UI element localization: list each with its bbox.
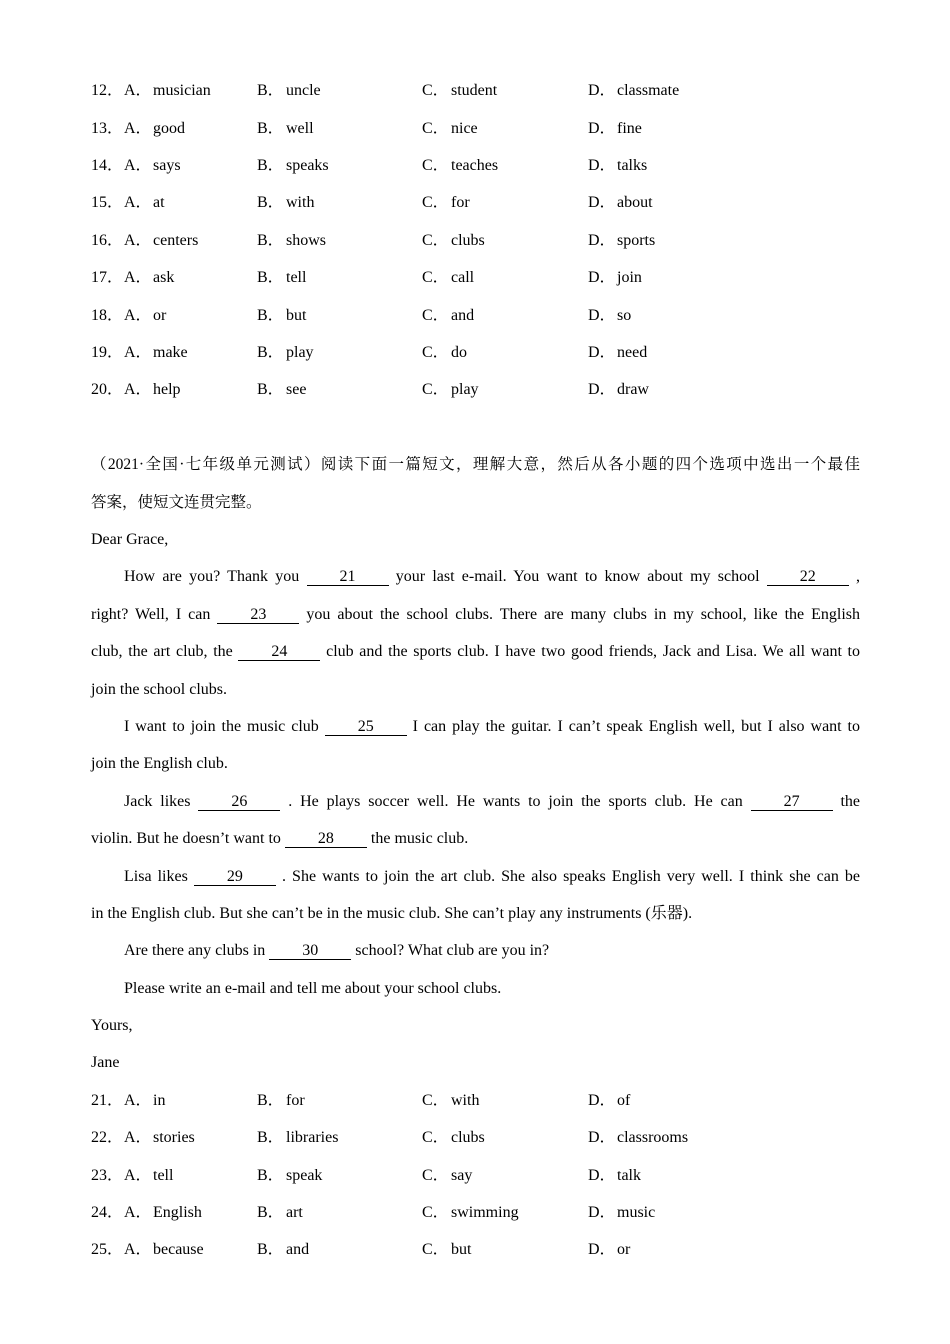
option-label: C．	[422, 306, 449, 324]
option-text: well	[286, 119, 314, 137]
passage-line-7	[91, 783, 860, 820]
option-text: for	[286, 1091, 305, 1109]
option-b	[257, 334, 314, 371]
question-number: 20．	[91, 381, 124, 399]
option-label: D．	[588, 1166, 616, 1184]
option-a	[124, 147, 181, 184]
option-label: B．	[257, 1166, 284, 1184]
question-row	[91, 147, 860, 184]
question-row	[91, 297, 860, 334]
question-number: 15．	[91, 194, 124, 212]
blank-29: 29	[194, 868, 276, 886]
option-b	[257, 222, 326, 259]
question-number: 18．	[91, 306, 124, 324]
question-options-bottom	[91, 1082, 860, 1269]
passage-line-8	[91, 820, 860, 857]
option-text: do	[451, 344, 467, 362]
option-text: play	[451, 381, 479, 399]
option-text: teaches	[451, 157, 499, 175]
blank-23: 23	[217, 606, 299, 624]
option-c	[422, 147, 498, 184]
question-number: 22．	[91, 1129, 124, 1147]
passage-text: Are there any clubs in	[124, 942, 270, 960]
option-label: A．	[124, 231, 152, 249]
option-a	[124, 110, 185, 147]
option-text: because	[153, 1241, 204, 1259]
option-label: B．	[257, 306, 284, 324]
option-a	[124, 371, 181, 408]
option-b	[257, 72, 321, 109]
option-label: D．	[588, 381, 616, 399]
option-label: A．	[124, 82, 152, 100]
passage-line-5	[91, 708, 860, 745]
option-a	[124, 1082, 165, 1119]
blank-24: 24	[238, 643, 320, 661]
option-text: sports	[617, 231, 656, 249]
blank-28: 28	[285, 830, 367, 848]
option-text: music	[617, 1204, 656, 1222]
option-label: B．	[257, 1204, 284, 1222]
option-text: tell	[153, 1166, 174, 1184]
letter-greeting: Dear Grace,	[91, 530, 169, 548]
option-label: C．	[422, 194, 449, 212]
option-text: musician	[153, 82, 211, 100]
option-label: D．	[588, 344, 616, 362]
option-c	[422, 259, 474, 296]
question-row	[91, 1231, 860, 1268]
option-b	[257, 1119, 338, 1156]
option-label: D．	[588, 157, 616, 175]
question-number: 23．	[91, 1166, 124, 1184]
question-row	[91, 110, 860, 147]
question-number: 25．	[91, 1241, 124, 1259]
passage-text: club, the art club, the	[91, 643, 239, 661]
option-a	[124, 259, 174, 296]
option-label: B．	[257, 157, 284, 175]
option-c	[422, 1194, 519, 1231]
option-text: nice	[451, 119, 478, 137]
option-label: B．	[257, 1129, 284, 1147]
option-c	[422, 371, 479, 408]
option-text: help	[153, 381, 181, 399]
option-label: D．	[588, 1241, 616, 1259]
option-b	[257, 297, 306, 334]
option-d	[588, 1119, 688, 1156]
option-d	[588, 1231, 630, 1268]
option-label: C．	[422, 1166, 449, 1184]
option-c	[422, 297, 474, 334]
option-label: A．	[124, 119, 152, 137]
question-number: 21．	[91, 1091, 124, 1109]
option-text: fine	[617, 119, 642, 137]
option-d	[588, 1082, 630, 1119]
question-row	[91, 1157, 860, 1194]
option-b	[257, 1082, 305, 1119]
passage-text: Jack likes	[124, 792, 199, 810]
letter-signature: Jane	[91, 1054, 120, 1072]
passage-text: Lisa likes	[124, 867, 194, 885]
option-a	[124, 1157, 173, 1194]
option-b	[257, 259, 306, 296]
option-text: but	[286, 306, 307, 324]
option-text: speak	[286, 1166, 323, 1184]
option-a	[124, 184, 165, 221]
option-text: English	[153, 1204, 202, 1222]
option-label: A．	[124, 1204, 152, 1222]
option-label: D．	[588, 1204, 616, 1222]
option-label: C．	[422, 119, 449, 137]
question-row	[91, 222, 860, 259]
option-b	[257, 147, 329, 184]
question-number: 12．	[91, 82, 124, 100]
option-c	[422, 110, 478, 147]
option-label: B．	[257, 381, 284, 399]
option-label: C．	[422, 381, 449, 399]
spacer	[91, 409, 860, 446]
option-text: of	[617, 1091, 631, 1109]
option-label: C．	[422, 82, 449, 100]
passage-text: violin. But he doesn’t want to	[91, 830, 285, 848]
option-b	[257, 1157, 322, 1194]
option-text: so	[617, 306, 632, 324]
option-d	[588, 334, 647, 371]
option-label: B．	[257, 1241, 284, 1259]
option-text: speaks	[286, 157, 329, 175]
option-d	[588, 259, 642, 296]
option-text: good	[153, 119, 185, 137]
option-text: or	[153, 306, 167, 324]
option-c	[422, 72, 497, 109]
question-row	[91, 1194, 860, 1231]
question-options-top	[91, 72, 860, 409]
question-number: 16．	[91, 231, 124, 249]
option-text: or	[617, 1241, 631, 1259]
option-label: B．	[257, 231, 284, 249]
blank-21: 21	[307, 568, 389, 586]
option-text: in	[153, 1091, 166, 1109]
option-text: make	[153, 344, 188, 362]
option-c	[422, 1231, 471, 1268]
option-a	[124, 72, 211, 109]
option-b	[257, 1231, 309, 1268]
option-text: talk	[617, 1166, 641, 1184]
passage-line-12: Please write an e-mail and tell me about your school clubs.	[124, 979, 502, 997]
option-text: says	[153, 157, 181, 175]
option-label: A．	[124, 306, 152, 324]
option-a	[124, 1194, 202, 1231]
option-label: D．	[588, 231, 616, 249]
option-label: C．	[422, 1241, 449, 1259]
passage-text: ,	[848, 568, 861, 586]
option-text: centers	[153, 231, 199, 249]
option-text: clubs	[451, 1129, 485, 1147]
passage-text: I can play the guitar. I can’t speak English well, but I also want to	[406, 717, 861, 735]
question-number: 24．	[91, 1204, 124, 1222]
option-text: ask	[153, 269, 175, 287]
passage-line-3	[91, 633, 860, 670]
option-d	[588, 72, 679, 109]
option-a	[124, 1231, 204, 1268]
question-number: 19．	[91, 344, 124, 362]
blank-27: 27	[751, 793, 833, 811]
passage-text: school? What club are you in?	[351, 942, 550, 960]
passage-text: . She wants to join the art club. She also speaks English very well. I think she can be	[275, 867, 861, 885]
blank-30: 30	[269, 942, 351, 960]
option-label: D．	[588, 306, 616, 324]
passage-line-10: in the English club. But she can’t be in the music club. She can’t play any instruments (乐器).	[91, 904, 693, 922]
option-c	[422, 184, 470, 221]
blank-22: 22	[767, 568, 849, 586]
option-b	[257, 110, 314, 147]
option-text: draw	[617, 381, 649, 399]
option-label: A．	[124, 381, 152, 399]
option-label: A．	[124, 194, 152, 212]
option-label: A．	[124, 269, 152, 287]
passage-line-2	[91, 596, 860, 633]
option-text: for	[451, 194, 470, 212]
option-a	[124, 297, 166, 334]
option-text: uncle	[286, 82, 321, 100]
option-label: A．	[124, 1241, 152, 1259]
option-d	[588, 1157, 641, 1194]
option-label: C．	[422, 157, 449, 175]
option-a	[124, 1119, 195, 1156]
question-row	[91, 371, 860, 408]
passage-text: right? Well, I can	[91, 605, 218, 623]
option-label: A．	[124, 344, 152, 362]
option-label: B．	[257, 194, 284, 212]
blank-26: 26	[198, 793, 280, 811]
passage-line-9	[91, 858, 860, 895]
blank-25: 25	[325, 718, 407, 736]
option-label: A．	[124, 1129, 152, 1147]
instructions-line-2: 答案，使短文连贯完整。	[91, 493, 262, 511]
option-a	[124, 334, 188, 371]
option-d	[588, 110, 642, 147]
question-row	[91, 72, 860, 109]
option-d	[588, 1194, 655, 1231]
option-a	[124, 222, 198, 259]
option-label: B．	[257, 82, 284, 100]
option-c	[422, 1119, 485, 1156]
option-label: C．	[422, 1129, 449, 1147]
option-label: C．	[422, 1091, 449, 1109]
option-text: call	[451, 269, 475, 287]
option-text: with	[286, 194, 315, 212]
option-label: D．	[588, 1091, 616, 1109]
option-label: A．	[124, 1091, 152, 1109]
option-label: D．	[588, 194, 616, 212]
passage-text: . He plays soccer well. He wants to join the sports club. He can	[280, 792, 751, 810]
option-text: but	[451, 1241, 472, 1259]
option-c	[422, 1157, 472, 1194]
option-text: at	[153, 194, 165, 212]
option-label: A．	[124, 157, 152, 175]
passage-text: the music club.	[366, 830, 469, 848]
option-label: B．	[257, 1091, 284, 1109]
option-text: swimming	[451, 1204, 519, 1222]
option-label: C．	[422, 269, 449, 287]
option-text: student	[451, 82, 498, 100]
option-text: say	[451, 1166, 473, 1184]
option-label: B．	[257, 269, 284, 287]
passage-text: your last e-mail. You want to know about my school	[388, 568, 767, 586]
passage-line-6: join the English club.	[91, 755, 228, 773]
option-text: join	[617, 269, 642, 287]
passage-line-1	[91, 558, 860, 595]
option-text: about	[617, 194, 653, 212]
option-text: stories	[153, 1129, 195, 1147]
option-text: art	[286, 1204, 303, 1222]
option-b	[257, 184, 314, 221]
option-text: clubs	[451, 231, 485, 249]
question-row	[91, 259, 860, 296]
option-label: C．	[422, 231, 449, 249]
passage-text: I want to join the music club	[124, 717, 325, 735]
option-label: D．	[588, 119, 616, 137]
option-text: tell	[286, 269, 307, 287]
option-label: C．	[422, 344, 449, 362]
option-label: B．	[257, 344, 284, 362]
option-label: D．	[588, 269, 616, 287]
question-row	[91, 1119, 860, 1156]
option-text: play	[286, 344, 314, 362]
passage-text: you about the school clubs. There are many clubs in my school, like the English	[299, 605, 861, 623]
passage-line-11	[91, 932, 860, 969]
option-c	[422, 222, 485, 259]
option-text: libraries	[286, 1129, 339, 1147]
option-d	[588, 297, 631, 334]
option-c	[422, 1082, 479, 1119]
passage-line-4: join the school clubs.	[91, 680, 227, 698]
instructions-line-1: （2021·全国·七年级单元测试）阅读下面一篇短文，理解大意，然后从各小题的四个选项中选出一个最佳	[91, 456, 860, 474]
option-text: shows	[286, 231, 327, 249]
passage-text: club and the sports club. I have two good friends, Jack and Lisa. We all want to	[320, 643, 860, 661]
option-d	[588, 371, 649, 408]
question-row	[91, 334, 860, 371]
option-label: D．	[588, 82, 616, 100]
question-row	[91, 1082, 860, 1119]
passage-text: the	[832, 792, 860, 810]
option-label: D．	[588, 1129, 616, 1147]
option-text: see	[286, 381, 307, 399]
option-text: talks	[617, 157, 648, 175]
question-number: 17．	[91, 269, 124, 287]
option-label: B．	[257, 119, 284, 137]
question-row	[91, 184, 860, 221]
option-text: and	[451, 306, 475, 324]
option-b	[257, 1194, 303, 1231]
option-text: classmate	[617, 82, 680, 100]
exam-page	[91, 72, 860, 1269]
option-text: with	[451, 1091, 480, 1109]
option-text: and	[286, 1241, 310, 1259]
option-label: C．	[422, 1204, 449, 1222]
option-d	[588, 147, 647, 184]
passage-text: How are you? Thank you	[124, 568, 307, 586]
option-text: classrooms	[617, 1129, 689, 1147]
option-c	[422, 334, 467, 371]
option-b	[257, 371, 306, 408]
option-d	[588, 184, 653, 221]
question-number: 14．	[91, 157, 124, 175]
option-text: need	[617, 344, 648, 362]
option-label: A．	[124, 1166, 152, 1184]
option-d	[588, 222, 655, 259]
letter-closing: Yours,	[91, 1017, 133, 1035]
question-number: 13．	[91, 119, 124, 137]
